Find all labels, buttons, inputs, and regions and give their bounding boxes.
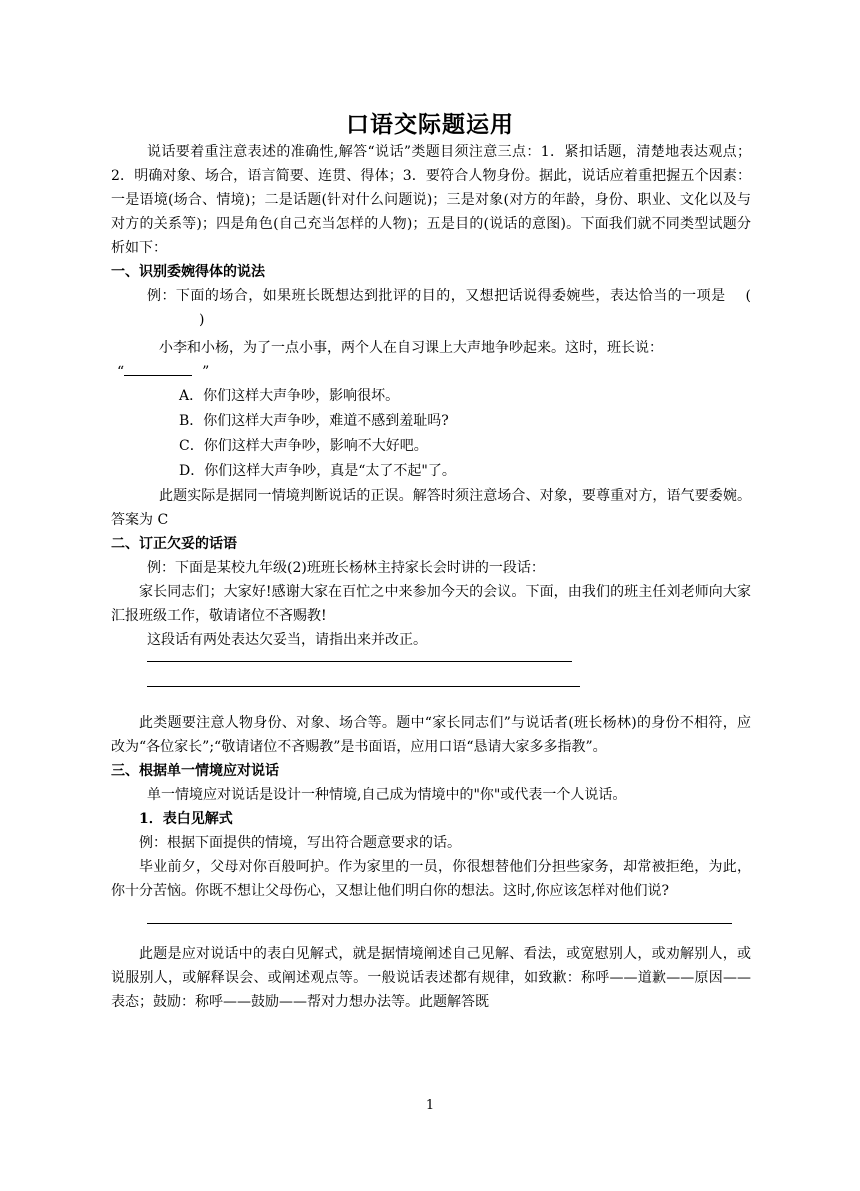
section1-example-text: 例：下面的场合，如果班长既想达到批评的目的，又想把话说得委婉些，表达恰当的一项是 — [147, 288, 726, 304]
section3-example: 例：根据下面提供的情境，写出符合题意要求的话。 — [139, 835, 461, 851]
page-title: 口语交际题运用 — [346, 111, 514, 138]
page-number: 1 — [425, 1098, 435, 1113]
answer-blank[interactable] — [124, 361, 192, 376]
section1-heading: 一、识别委婉得体的说法 — [111, 264, 265, 280]
section2-question: 这段话有两处表达欠妥当，请指出来并改正。 — [147, 632, 427, 648]
answer-line-2[interactable] — [147, 686, 580, 687]
section2-speech: 家长同志们；大家好!感谢大家在百忙之中来参加今天的会议。下面，由我们的班主任刘老师向大家汇报班级工作，敬请诸位不吝赐教! — [111, 584, 751, 624]
section2-analysis: 此类题要注意人物身份、对象、场合等。题中“家长同志们”与说话者(班长杨林)的身份不相符，应改为“各位家长”;“敬请诸位不吝赐教”是书面语，应用口语“恳请大家多多指教”。 — [111, 715, 751, 755]
document-body — [111, 140, 751, 1014]
answer-paren-open: ( — [745, 288, 751, 304]
option-a: A．你们这样大声争吵，影响很坏。 — [179, 388, 400, 404]
intro-paragraph: 说话要着重注意表述的准确性,解答“说话”类题目须注意三点：1．紧扣话题，清楚地表达观点；2．明确对象、场合，语言简要、连贯、得体；3．要符合人物身份。据此，说话应着重把握五个因素：一是语境(场合、情境)；二是话题(针对什么问题说)；三是对象(对方的年龄，身份、职业、文化以及与对方的关系等)；四是角色(自己充当怎样的人物)；五是目的(说话的意图)。下面我们就不同类型试题分析如下： — [111, 144, 751, 256]
option-d: D．你们这样大声争吵，真是“太了不起"了。 — [179, 463, 456, 479]
option-b: B．你们这样大声争吵，难道不感到羞耻吗? — [179, 413, 449, 429]
section2-heading: 二、订正欠妥的话语 — [111, 536, 237, 552]
section1-example — [111, 284, 751, 332]
section1-scenario: 小李和小杨，为了一点小事，两个人在自习课上大声地争吵起来。这时，班长说： — [159, 340, 663, 356]
option-c: C．你们这样大声争吵，影响不大好吧。 — [179, 438, 428, 454]
section3-intro: 单一情境应对说话是设计一种情境,自己成为情境中的"你"或代表一个人说话。 — [147, 787, 627, 803]
answer-quote-line — [111, 360, 751, 384]
section2-example: 例：下面是某校九年级(2)班班长杨林主持家长会时讲的一段话： — [147, 560, 545, 576]
section3-heading: 三、根据单一情境应对说话 — [111, 763, 279, 779]
section3-scenario: 毕业前夕，父母对你百般呵护。作为家里的一员，你很想替他们分担些家务，却常被拒绝，为此，你十分苦恼。你既不想让父母伤心，又想让他们明白你的想法。这时,你应该怎样对他们说? — [111, 859, 751, 899]
quote-open: “ — [117, 364, 125, 380]
answer-line-3[interactable] — [147, 923, 732, 924]
answer-line-1[interactable] — [147, 661, 572, 662]
section1-analysis: 此题实际是据同一情境判断说话的正误。解答时须注意场合、对象，要尊重对方，语气要委婉。答案为 C — [111, 488, 751, 528]
answer-paren-close: ) — [199, 312, 205, 328]
section3-analysis: 此题是应对说话中的表白见解式，就是据情境阐述自己见解、看法，或宽慰别人，或劝解别人，或说服别人，或解释误会、或阐述观点等。一般说话表述都有规律，如致歉：称呼——道歉——原因——表态；鼓励：称呼——鼓励——帮对力想办法等。此题解答既 — [111, 946, 751, 1010]
section3-subheading: 1．表白见解式 — [139, 811, 233, 827]
quote-close: ” — [202, 364, 210, 380]
